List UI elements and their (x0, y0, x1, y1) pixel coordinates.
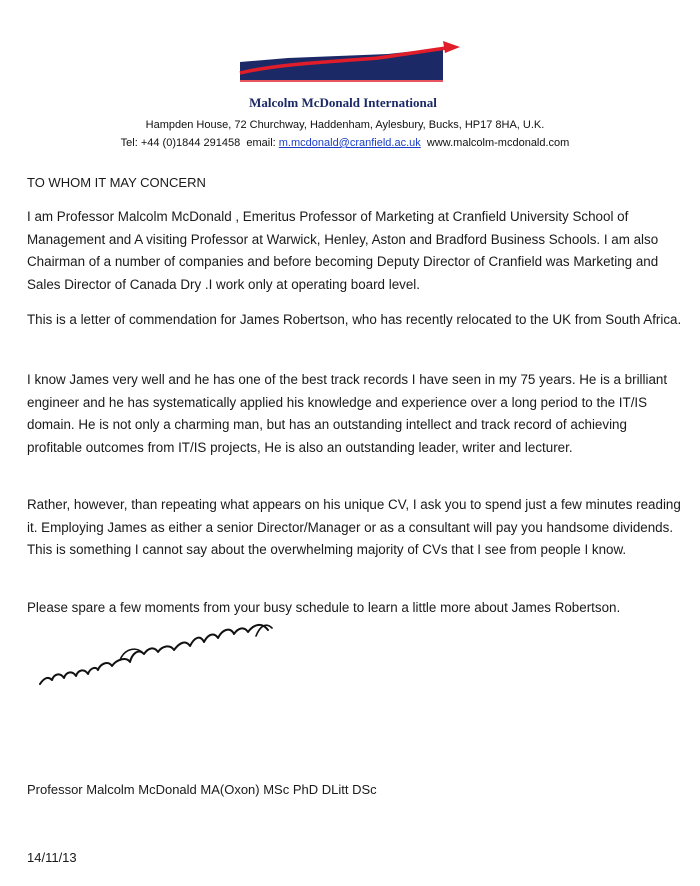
email-link[interactable]: m.mcdonald@cranfield.ac.uk (278, 137, 421, 149)
signature-icon (34, 620, 284, 692)
website: www.malcolm-mcdonald.com (426, 137, 570, 149)
email-label: email: (246, 137, 276, 149)
paragraph-purpose: This is a letter of commendation for James Robertson, who has recently relocated to the UK from South Africa. (27, 312, 682, 327)
letter-date: 14/11/13 (27, 850, 77, 865)
paragraph-cv-recommendation: Rather, however, than repeating what appears on his unique CV, I ask you to spend just a few minutes reading it. Employing James as either a senior Director/Manager or as a consultant will pay you handsome dividends. This is something I cannot say about the overwhelming majority of CVs that I see from people I know. (27, 497, 681, 557)
paragraph-closing: Please spare a few moments from your busy schedule to learn a little more about James Robertson. (27, 600, 621, 615)
letterhead-contact (0, 137, 690, 149)
telephone: Tel: +44 (0)1844 291458 (120, 137, 241, 149)
letterhead-address: Hampden House, 72 Churchway, Haddenham, Aylesbury, Bucks, HP17 8HA, U.K. (145, 119, 545, 131)
company-logo-icon (238, 40, 460, 82)
paragraph-endorsement: I know James very well and he has one of the best track records I have seen in my 75 years. He is a brilliant engineer and he has systematically applied his knowledge and experience over a long period to the IT/IS domain. He is not only a charming man, but has an outstanding intellect and track record of achieving profitable outcomes from IT/IS projects, He is also an outstanding leader, writer and lecturer. (27, 372, 668, 455)
paragraph-introduction: I am Professor Malcolm McDonald , Emeritus Professor of Marketing at Cranfield University School of Management and A visiting Professor at Warwick, Henley, Aston and Bradford Business Schools. I am also Chairman of a number of companies and before becoming Deputy Director of Cranfield was Marketing and Sales Director of Canada Dry .I work only at operating board level. (27, 209, 659, 292)
salutation: TO WHOM IT MAY CONCERN (27, 175, 206, 190)
company-name: Malcolm McDonald International (249, 95, 437, 110)
signatory-name: Professor Malcolm McDonald MA(Oxon) MSc PhD DLitt DSc (27, 782, 377, 797)
